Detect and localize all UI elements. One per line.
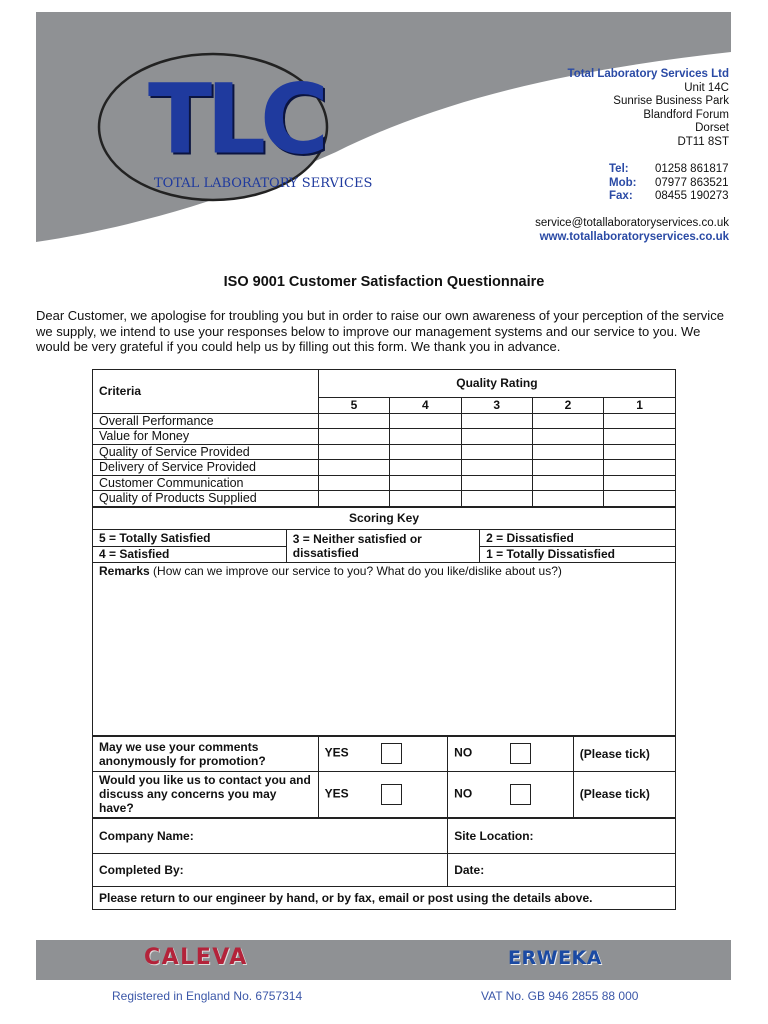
criteria-row: [93, 491, 675, 507]
logo-subtitle: TOTAL LABORATORY SERVICES: [154, 176, 373, 191]
rating-5-header: 5: [318, 397, 389, 413]
rating-cell[interactable]: [461, 491, 532, 507]
no-cell: [448, 736, 574, 771]
remarks-hint: (How can we improve our service to you? What do you like/dislike about us?): [149, 563, 562, 578]
key-4: 4 = Satisfied: [93, 546, 286, 562]
rating-cell[interactable]: [390, 444, 461, 460]
questions-table: [93, 736, 675, 818]
criteria-header: Criteria: [93, 370, 318, 413]
rating-cell[interactable]: [461, 429, 532, 445]
yes-cell: [318, 736, 448, 771]
rating-cell[interactable]: [532, 491, 603, 507]
date-field[interactable]: Date:: [448, 853, 675, 886]
questionnaire-form: [92, 369, 676, 910]
rating-cell[interactable]: [461, 444, 532, 460]
rating-cell[interactable]: [532, 429, 603, 445]
rating-cell[interactable]: [532, 444, 603, 460]
scoring-key-title: Scoring Key: [93, 507, 675, 529]
rating-cell[interactable]: [604, 475, 675, 491]
caleva-logo: CALEVA: [144, 945, 248, 970]
completed-by-field[interactable]: Completed By:: [93, 853, 448, 886]
no-checkbox[interactable]: [510, 784, 531, 805]
rating-cell[interactable]: [318, 444, 389, 460]
rating-4-header: 4: [390, 397, 461, 413]
criteria-row: [93, 413, 675, 429]
yes-checkbox[interactable]: [381, 784, 402, 805]
mob-label: Mob:: [609, 176, 637, 189]
no-label: NO: [454, 786, 473, 801]
rating-1-header: 1: [604, 397, 675, 413]
criteria-row: [93, 460, 675, 476]
intro-paragraph: Dear Customer, we apologise for troubling you but in order to raise our own awareness of your perception of the service we supply, we intend to use your responses below to improve our management systems and our service to you. We would be very grateful if you could help us by filling out this form. We thank you in advance.: [36, 308, 724, 354]
email-link[interactable]: service@totallaboratoryservices.co.uk: [535, 217, 729, 229]
no-checkbox[interactable]: [510, 743, 531, 764]
return-note: Please return to our engineer by hand, or by fax, email or post using the details above.: [93, 886, 675, 909]
contact-numbers: [609, 163, 729, 204]
rating-cell[interactable]: [390, 475, 461, 491]
criteria-label: Delivery of Service Provided: [93, 460, 318, 476]
mob-value: 07977 863521: [655, 176, 729, 189]
company-name-field[interactable]: Company Name:: [93, 818, 448, 853]
erweka-logo: ERWEKA: [508, 947, 602, 969]
criteria-label: Quality of Service Provided: [93, 444, 318, 460]
vat-number: VAT No. GB 946 2855 88 000: [481, 989, 639, 1003]
address-line: DT11 8ST: [677, 135, 729, 148]
rating-2-header: 2: [532, 397, 603, 413]
rating-cell[interactable]: [604, 429, 675, 445]
criteria-label: Quality of Products Supplied: [93, 491, 318, 507]
rating-cell[interactable]: [318, 460, 389, 476]
rating-cell[interactable]: [532, 475, 603, 491]
address-line: Sunrise Business Park: [613, 95, 729, 108]
company-name: Total Laboratory Services Ltd: [567, 68, 729, 80]
scoring-key: [93, 507, 675, 736]
company-address: [568, 68, 729, 150]
rating-cell[interactable]: [604, 444, 675, 460]
criteria-row: [93, 475, 675, 491]
key-1: 1 = Totally Dissatisfied: [480, 546, 675, 562]
quality-rating-header: Quality Rating: [318, 370, 675, 397]
rating-cell[interactable]: [318, 413, 389, 429]
criteria-label: Customer Communication: [93, 475, 318, 491]
fax-value: 08455 190273: [655, 190, 729, 203]
rating-cell[interactable]: [318, 491, 389, 507]
remarks-label: Remarks: [99, 563, 150, 578]
rating-cell[interactable]: [318, 429, 389, 445]
question-row: [93, 736, 675, 771]
rating-cell[interactable]: [461, 460, 532, 476]
yes-checkbox[interactable]: [381, 743, 402, 764]
tel-value: 01258 861817: [655, 163, 729, 175]
please-tick: (Please tick): [573, 736, 675, 771]
rating-cell[interactable]: [461, 475, 532, 491]
question-row: [93, 771, 675, 817]
no-cell: [448, 771, 574, 817]
address-line: Blandford Forum: [643, 108, 729, 121]
question-contact: Would you like us to contact you and discuss any concerns you may have?: [93, 771, 318, 817]
criteria-row: [93, 429, 675, 445]
remarks-field[interactable]: [93, 562, 675, 735]
rating-3-header: 3: [461, 397, 532, 413]
rating-cell[interactable]: [318, 475, 389, 491]
yes-label: YES: [324, 786, 349, 801]
site-location-field[interactable]: Site Location:: [448, 818, 675, 853]
key-5: 5 = Totally Satisfied: [93, 529, 286, 546]
criteria-label: Overall Performance: [93, 413, 318, 429]
rating-cell[interactable]: [461, 413, 532, 429]
registration-number: Registered in England No. 6757314: [112, 989, 303, 1003]
tlc-logo: TLC: [148, 64, 324, 177]
rating-cell[interactable]: [532, 460, 603, 476]
address-line: Dorset: [695, 122, 729, 135]
rating-cell[interactable]: [390, 413, 461, 429]
no-label: NO: [454, 745, 473, 760]
question-promotion: May we use your comments anonymously for promotion?: [93, 736, 318, 771]
details-table: [93, 818, 675, 910]
footer-bar: [36, 940, 731, 980]
key-2: 2 = Dissatisfied: [480, 529, 675, 546]
yes-cell: [318, 771, 448, 817]
rating-cell[interactable]: [604, 413, 675, 429]
fax-label: Fax:: [609, 190, 633, 203]
rating-table: [93, 370, 675, 507]
rating-cell[interactable]: [604, 460, 675, 476]
please-tick: (Please tick): [573, 771, 675, 817]
rating-cell[interactable]: [604, 491, 675, 507]
tel-label: Tel:: [609, 163, 629, 175]
criteria-row: [93, 444, 675, 460]
rating-cell[interactable]: [390, 460, 461, 476]
page-title: ISO 9001 Customer Satisfaction Questionnaire: [223, 274, 545, 290]
criteria-label: Value for Money: [93, 429, 318, 445]
web-contact: [535, 217, 729, 244]
yes-label: YES: [324, 745, 349, 760]
key-3: 3 = Neither satisfied or dissatisfied: [286, 529, 479, 562]
website-link[interactable]: www.totallaboratoryservices.co.uk: [539, 230, 729, 243]
address-line: Unit 14C: [684, 81, 729, 94]
rating-cell[interactable]: [390, 429, 461, 445]
rating-cell[interactable]: [390, 491, 461, 507]
rating-cell[interactable]: [532, 413, 603, 429]
